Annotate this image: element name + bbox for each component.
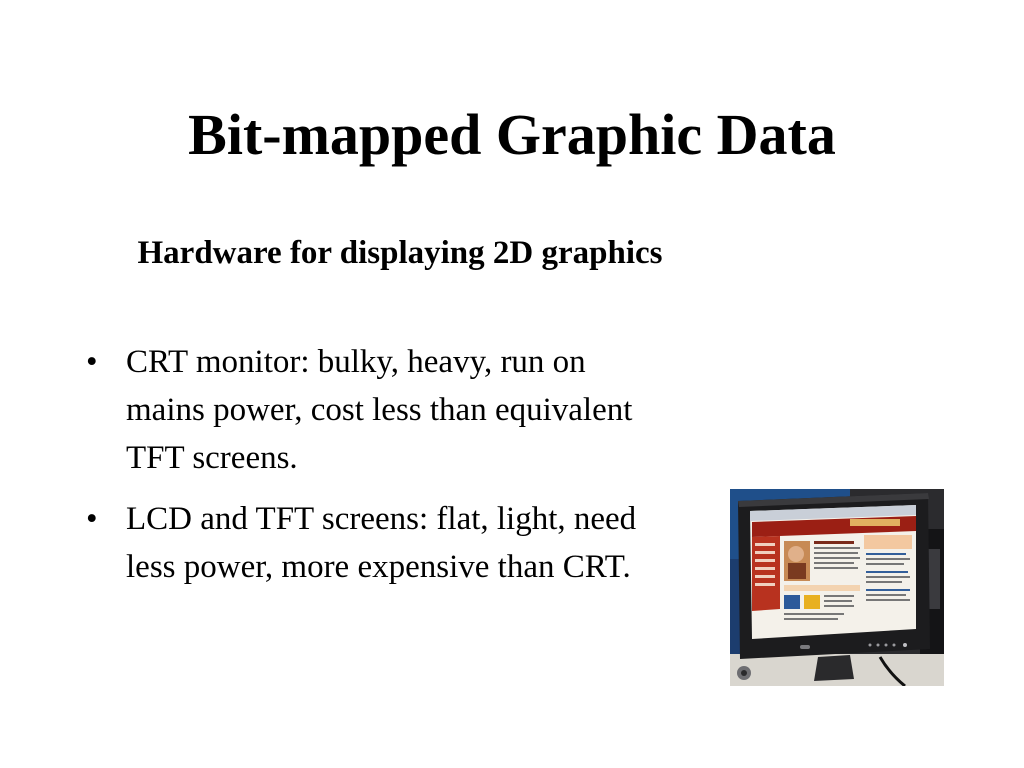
slide-title: Bit-mapped Graphic Data — [188, 102, 836, 167]
bullet-list — [80, 338, 670, 604]
section-heading: Hardware for displaying 2D graphics — [137, 235, 663, 271]
bullet-text: CRT monitor: bulky, heavy, run on mains power, cost less than equivalent TFT screens. — [126, 344, 633, 476]
bullet-text: LCD and TFT screens: flat, light, need less power, more expensive than CRT. — [126, 501, 637, 585]
bullet-item-crt — [80, 338, 670, 482]
bullet-item-lcd-tft — [80, 495, 670, 591]
flat-panel-monitor-photo — [730, 489, 944, 686]
bullet-icon: • — [86, 344, 98, 380]
bullet-icon: • — [86, 501, 98, 537]
